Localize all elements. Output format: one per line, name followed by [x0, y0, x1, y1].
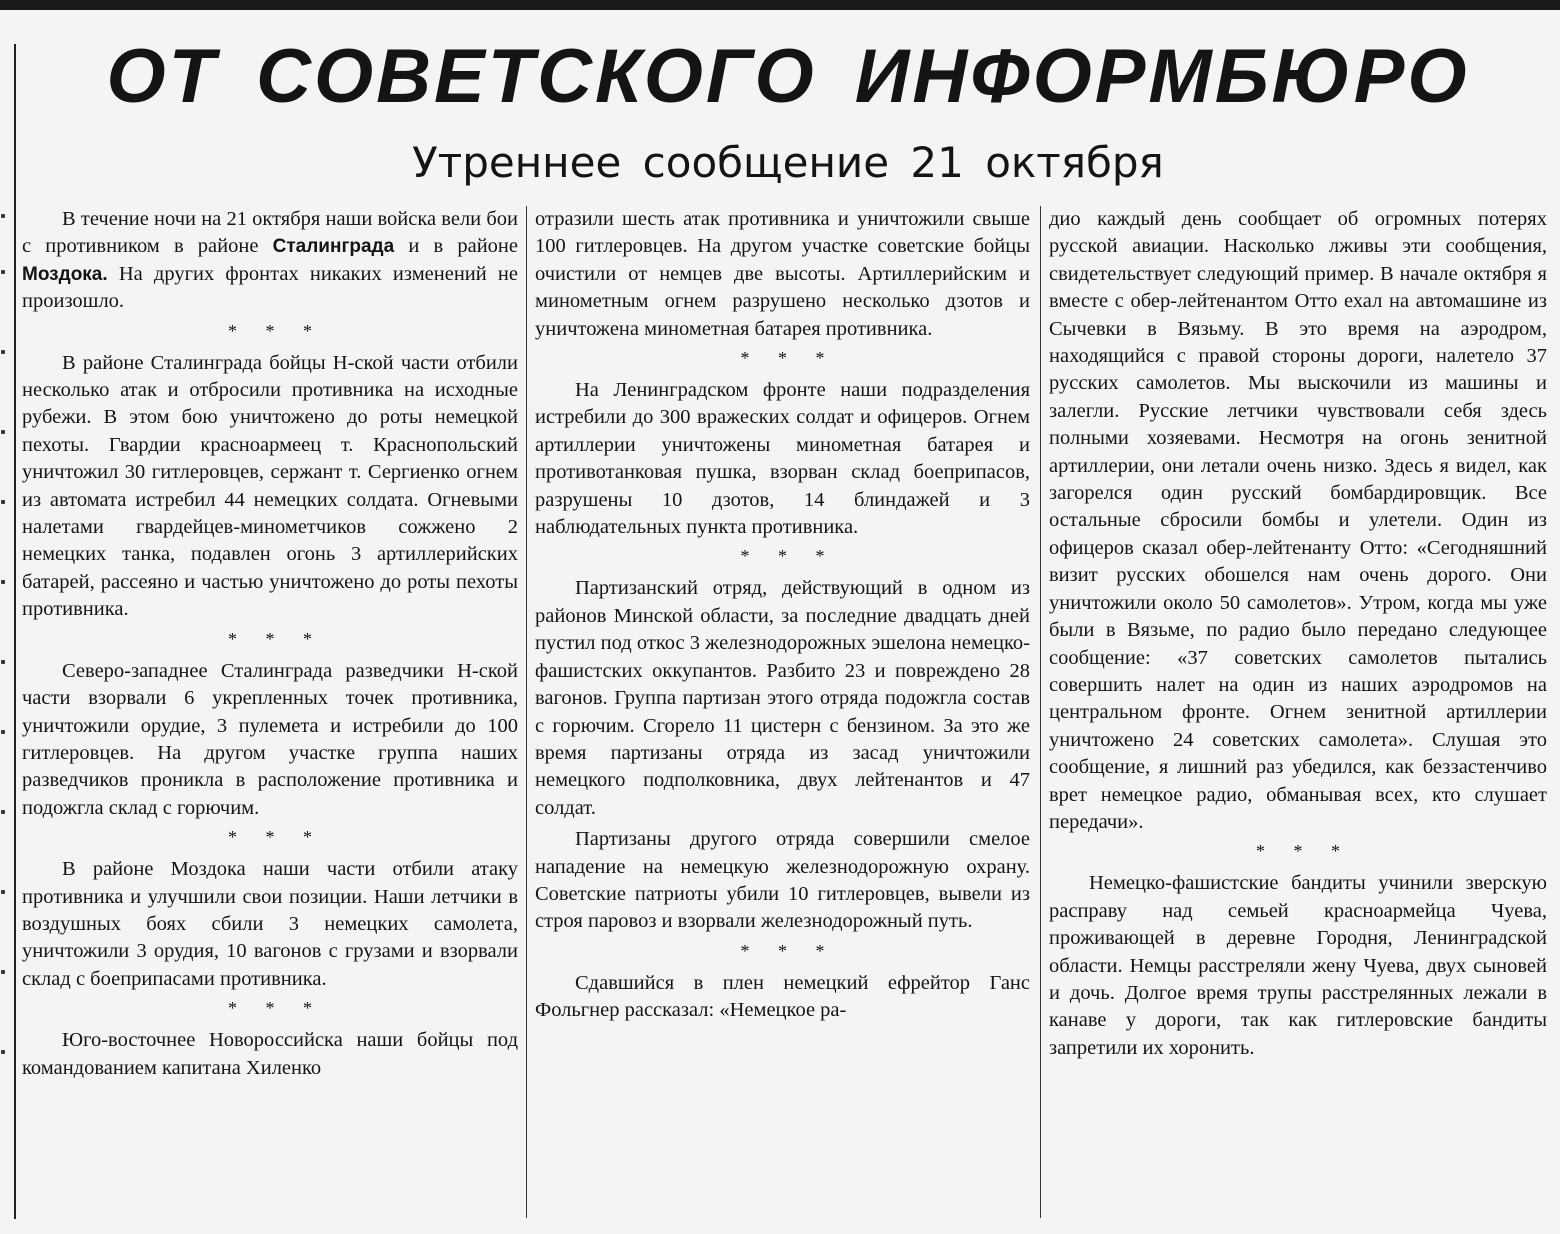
- left-border-rule: [14, 44, 16, 1219]
- paragraph-chuev-family: Немецко-фашистские бандиты учинили зверскую расправу над семьей красноармейца Чуева, проживающей в деревне Городня, Ленинградской области. Немцы расстреляли жену Чуева, двух сыновей и дочь. Долгое время трупы расстрелянных лежали в канаве у дороги, так как гитлеровские бандиты запретили их хоронить.: [1049, 872, 1547, 1059]
- paragraph-testimony-continued: дио каждый день сообщает об огромных потерях русской авиации. Насколько лживы эти сообщения, свидетельствует следующий пример. В начале октября я вместе с обер-лейтенантом Отто ехал на автомашине из Сычевки в Вязьму. В это время на аэродром, находящийся с правой стороны дороги, налетело 37 русских самолетов. Мы выскочили из машины и залегли. Русские летчики чувствовали себя здесь полными хозяевами. Несмотря на огонь зенитной артиллерии, они летали очень низко. Здесь я видел, как загорелся один русский бомбардировщик. Все остальные сбросили бомбы и улетели. Один из офицеров сказал обер-лейтенанту Отто: «Сегодняшний визит русских обошелся нам очень дорого. Они уничтожили около 50 самолетов». Утром, когда мы уже были в Вязьме, по радио было передано следующее сообщение: «37 советских самолетов пытались совершить налет на один из наших аэродромов на центральном фронте. Огнем зенитной артиллерии уничтожено 24 советских самолета». Слушая это сообщение, я лишний раз убедился, как беззастенчиво врет немецкое радио, обманывая всех, кто слушает передачи».: [1049, 208, 1547, 833]
- section-separator: * * *: [740, 348, 837, 369]
- section-separator: * * *: [228, 998, 324, 1019]
- place-name-stalingrad: Сталинграда: [272, 236, 395, 258]
- section-separator: * * *: [740, 940, 837, 961]
- section-separator: * * *: [740, 546, 837, 567]
- paragraph-prisoner-testimony: Сдавшийся в плен немецкий ефрейтор Ганс Фольгнер рассказал: «Немецкое ра-: [535, 971, 1030, 1022]
- paragraph-text: и в районе: [394, 235, 518, 258]
- section-separator: * * *: [228, 827, 324, 848]
- subheadline: Утреннее сообщение 21 октября: [412, 138, 1164, 187]
- paragraph-stalingrad: В районе Сталинграда бойцы Н-ской части отбили несколько атак и отбросили противника на исходные рубежи. В этом бою уничтожено до роты немецкой пехоты. Гвардии красноармеец т. Краснопольский уничтожил 30 гитлеровцев, сержант т. Сергиенко огнем из автомата истребил 44 немецких солдата. Огневыми налетами гвардейцев-минометчиков сожжено 2 немецких танка, подавлен огонь 3 артиллерийских батарей, рассеяно и частью уничтожено до роты пехоты противника.: [22, 351, 518, 621]
- column-1: [22, 206, 518, 1218]
- column-3: [1049, 206, 1547, 1218]
- section-separator: * * *: [228, 320, 324, 341]
- column-2: [535, 206, 1030, 1218]
- paragraph-novorossiysk: Юго-восточнее Новороссийска наши бойцы под командованием капитана Хиленко: [22, 1029, 518, 1079]
- section-separator: * * *: [228, 628, 324, 649]
- paragraph-text: На других фронтах никаких изменений не произошло.: [22, 262, 518, 313]
- paragraph-partisans-minsk: Партизанский отряд, действующий в одном из районов Минской области, за последние двадцать дней пустил под откос 3 железнодорожных эшелона немецко-фашистских оккупантов. Разбито 23 и повреждено 28 вагонов. Группа партизан этого отряда подожгла состав с горючим. Сгорело 11 цистерн с бензином. За это же время партизаны отряда из засад уничтожили немецкого подполковника, двух лейтенантов и 47 солдат.: [535, 577, 1030, 819]
- place-name-mozdok: Моздока.: [22, 263, 108, 285]
- paragraph-mozdok: В районе Моздока наши части отбили атаку противника и улучшили свои позиции. Наши летчики в воздушных боях сбили 3 немецких самолета, уничтожили 3 орудия, 10 вагонов с грузами и взорвали склад с боеприпасами противника.: [22, 858, 518, 990]
- paragraph-night-fighting: [22, 206, 518, 316]
- top-border-rule: [0, 0, 1560, 10]
- paragraph-northwest-stalingrad: Северо-западнее Сталинграда разведчики Н-ской части взорвали 6 укрепленных точек противника, уничтожили орудие, 3 пулемета и истребили до 100 гитлеровцев. На другом участке группа наших разведчиков проникла в расположение противника и подожгла склад с горючим.: [22, 659, 518, 819]
- paragraph-text: В течение ночи на 21 октября наши войска вели бои с противником в районе: [22, 208, 518, 258]
- paragraph-continued: отразили шесть атак противника и уничтожили свыше 100 гитлеровцев. На другом участке советские бойцы очистили от немцев две высоты. Артиллерийским и минометным огнем разрушено несколько дзотов и уничтожена минометная батарея противника.: [535, 208, 1030, 340]
- paragraph-partisans-other: Партизаны другого отряда совершили смелое нападение на немецкую железнодорожную охрану. Советские патриоты убили 10 гитлеровцев, вывели из строя паровоз и взорвали железнодорожный путь.: [535, 828, 1030, 933]
- headline: ОТ СОВЕТСКОГО ИНФОРМБЮРО: [106, 34, 1470, 119]
- column-divider-2: [1040, 206, 1041, 1218]
- column-divider-1: [526, 206, 527, 1218]
- paragraph-leningrad-front: На Ленинградском фронте наши подразделения истребили до 300 вражеских солдат и офицеров. Огнем артиллерии уничтожены минометная батарея и противотанковая пушка, взорван склад боеприпасов, разрушены 10 дзотов, 14 блиндажей и 3 наблюдательных пункта противника.: [535, 379, 1030, 539]
- section-separator: * * *: [1256, 841, 1352, 862]
- page-edge-marks: [0, 200, 8, 1100]
